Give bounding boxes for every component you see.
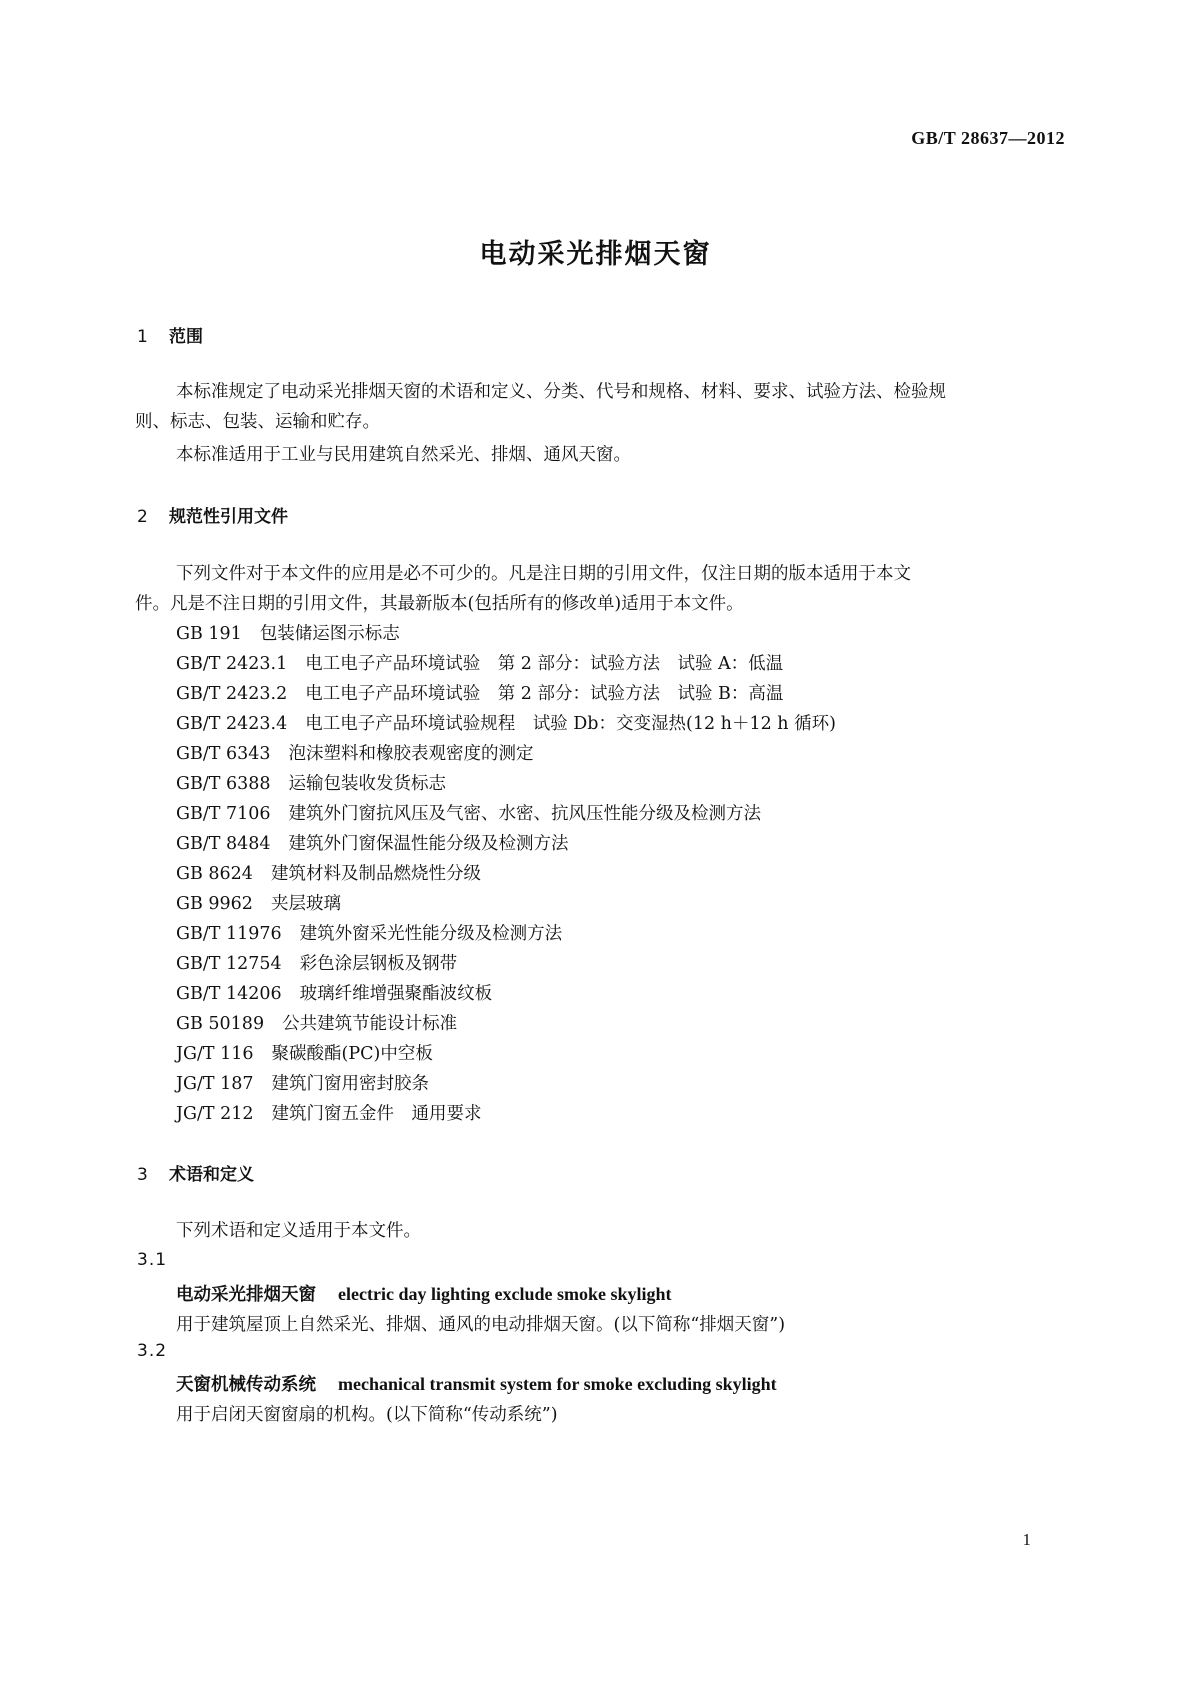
reference-code: GB/T 2423.2 [176,684,288,704]
reference-code: GB/T 11976 [176,924,282,944]
reference-title: 建筑门窗用密封胶条 [271,1074,430,1094]
reference-item [176,1010,457,1035]
reference-code: JG/T 187 [176,1074,254,1094]
reference-item [176,980,492,1005]
term-entry [176,1371,777,1396]
term-chinese: 电动采光排烟天窗 [176,1285,316,1305]
section-1-heading [137,322,203,347]
reference-title: 聚碳酸酯(PC)中空板 [271,1044,433,1064]
reference-code: GB 9962 [176,894,253,914]
reference-item [176,710,836,735]
reference-code: GB 50189 [176,1014,265,1034]
reference-item [176,920,562,945]
term-english: mechanical transmit system for smoke excluding skylight [338,1374,777,1394]
reference-code: GB/T 2423.1 [176,654,288,674]
clause-number: 3.2 [137,1341,168,1361]
reference-title: 夹层玻璃 [270,894,341,914]
section-number: 3 [137,1165,148,1185]
standard-number: GB/T 28637—2012 [911,128,1065,148]
reference-code: JG/T 116 [176,1044,254,1064]
reference-title: 运输包装收发货标志 [288,774,447,794]
reference-title: 公共建筑节能设计标准 [282,1014,458,1034]
reference-item [176,650,783,675]
reference-title: 建筑外窗采光性能分级及检测方法 [299,924,563,944]
reference-item [176,950,457,975]
reference-item [176,740,534,765]
paragraph: 本标准规定了电动采光排烟天窗的术语和定义、分类、代号和规格、材料、要求、试验方法、检验规 [176,382,946,402]
reference-title: 建筑外门窗抗风压及气密、水密、抗风压性能分级及检测方法 [288,804,762,824]
section-title: 规范性引用文件 [169,507,288,527]
term-definition: 用于启闭天窗窗扇的机构。(以下简称“传动系统”) [176,1405,558,1425]
reference-code: GB/T 2423.4 [176,714,288,734]
reference-title: 玻璃纤维增强聚酯波纹板 [299,984,493,1004]
paragraph: 本标准适用于工业与民用建筑自然采光、排烟、通风天窗。 [176,445,631,465]
reference-item [176,1040,433,1065]
term-entry [176,1281,671,1306]
paragraph-continuation: 则、标志、包装、运输和贮存。 [135,412,380,432]
reference-code: JG/T 212 [176,1104,254,1124]
reference-code: GB/T 7106 [176,804,271,824]
section-3-heading [137,1160,254,1185]
term-chinese: 天窗机械传动系统 [176,1375,316,1395]
reference-code: GB 191 [176,624,242,644]
reference-code: GB 8624 [176,864,253,884]
paragraph: 下列文件对于本文件的应用是必不可少的。凡是注日期的引用文件，仅注日期的版本适用于本文 [176,564,911,584]
reference-item [176,1100,482,1125]
reference-title: 泡沫塑料和橡胶表观密度的测定 [288,744,534,764]
paragraph: 下列术语和定义适用于本文件。 [176,1221,421,1241]
reference-item [176,620,400,645]
reference-title: 彩色涂层钢板及钢带 [299,954,458,974]
reference-item [176,860,481,885]
section-2-heading [137,502,288,527]
section-number: 1 [137,327,148,347]
paragraph-continuation: 件。凡是不注日期的引用文件，其最新版本(包括所有的修改单)适用于本文件。 [135,594,744,614]
reference-title: 建筑材料及制品燃烧性分级 [270,864,481,884]
reference-title: 建筑门窗五金件 通用要求 [271,1104,482,1124]
term-definition: 用于建筑屋顶上自然采光、排烟、通风的电动排烟天窗。(以下简称“排烟天窗”) [176,1315,786,1335]
reference-code: GB/T 12754 [176,954,282,974]
reference-item [176,1070,429,1095]
reference-code: GB/T 14206 [176,984,282,1004]
term-english: electric day lighting exclude smoke skylight [338,1284,672,1304]
page-number: 1 [1022,1530,1031,1549]
reference-item [176,800,761,825]
reference-item [176,770,446,795]
section-title: 范围 [169,327,203,347]
document-title: 电动采光排烟天窗 [479,239,712,270]
section-number: 2 [137,507,148,527]
clause-number: 3.1 [137,1250,168,1270]
section-title: 术语和定义 [169,1165,254,1185]
reference-title: 电工电子产品环境试验 第 2 部分：试验方法 试验 B：高温 [305,684,784,704]
reference-title: 包装储运图示标志 [259,624,400,644]
reference-title: 建筑外门窗保温性能分级及检测方法 [288,834,569,854]
reference-item [176,830,569,855]
reference-item [176,890,341,915]
reference-title: 电工电子产品环境试验规程 试验 Db：交变湿热(12 h＋12 h 循环) [305,714,836,734]
reference-code: GB/T 6343 [176,744,271,764]
reference-code: GB/T 6388 [176,774,271,794]
reference-title: 电工电子产品环境试验 第 2 部分：试验方法 试验 A：低温 [305,654,784,674]
reference-code: GB/T 8484 [176,834,271,854]
reference-item [176,680,783,705]
